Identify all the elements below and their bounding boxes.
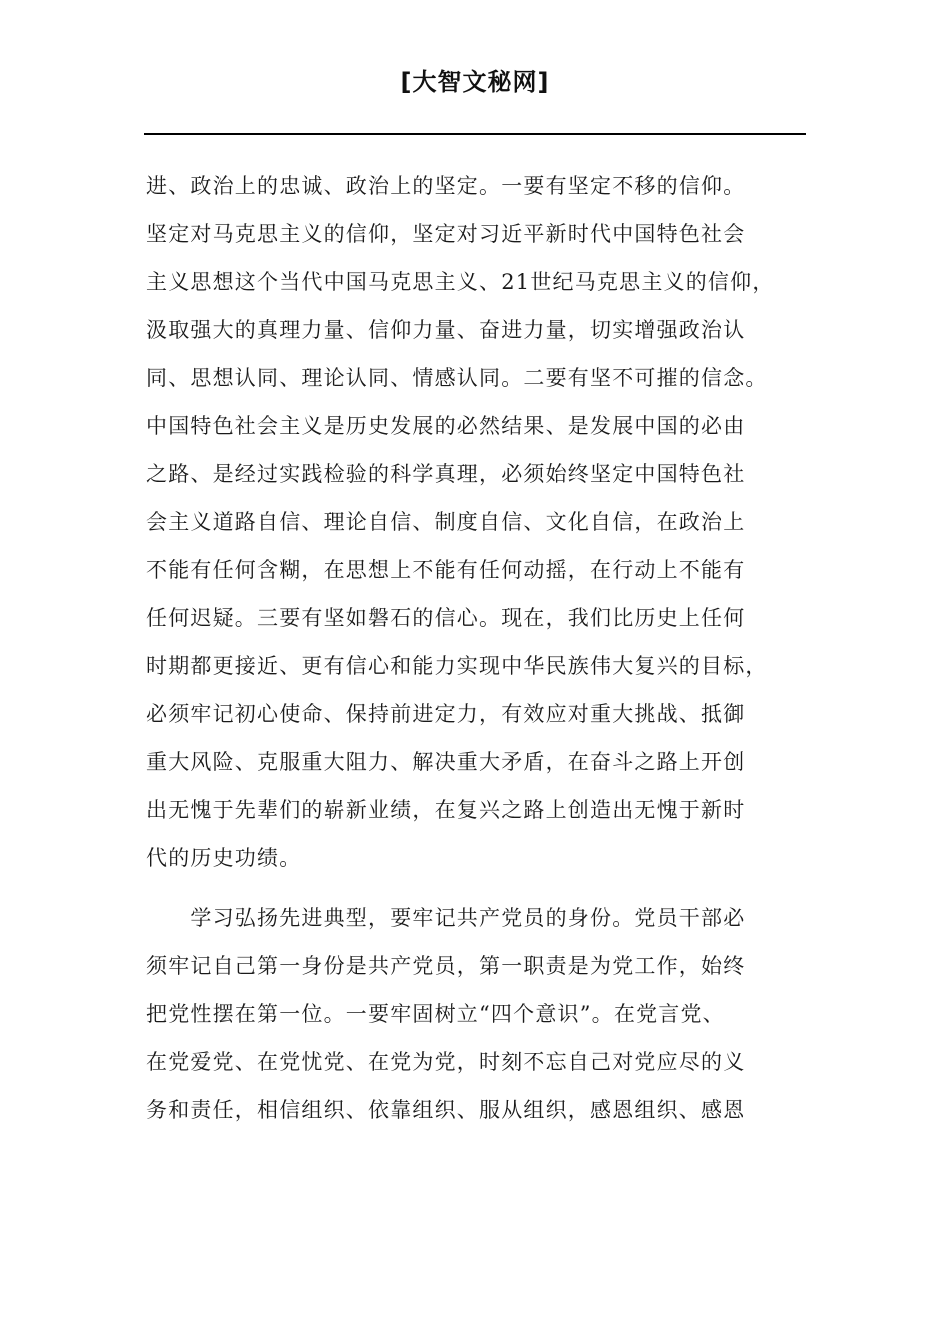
text-line: 主义思想这个当代中国马克思主义、21世纪马克思主义的信仰， <box>146 270 775 294</box>
text-line: 坚定对马克思主义的信仰，坚定对习近平新时代中国特色社会 <box>146 222 746 246</box>
text-line: 代的历史功绩。 <box>146 846 302 870</box>
text-line: 必须牢记初心使命、保持前进定力，有效应对重大挑战、抵御 <box>146 702 746 726</box>
text-line: 重大风险、克服重大阻力、解决重大矛盾，在奋斗之路上开创 <box>146 750 746 774</box>
text-line: 学习弘扬先进典型，要牢记共产党员的身份。党员干部必 <box>146 906 746 930</box>
text-line: 会主义道路自信、理论自信、制度自信、文化自信，在政治上 <box>146 510 746 534</box>
text-line: 出无愧于先辈们的崭新业绩，在复兴之路上创造出无愧于新时 <box>146 798 746 822</box>
text-line: 不能有任何含糊，在思想上不能有任何动摇，在行动上不能有 <box>146 558 746 582</box>
text-line: 时期都更接近、更有信心和能力实现中华民族伟大复兴的目标， <box>146 654 768 678</box>
header-divider <box>144 133 806 135</box>
text-line: 中国特色社会主义是历史发展的必然结果、是发展中国的必由 <box>146 414 746 438</box>
text-line: 在党爱党、在党忧党、在党为党，时刻不忘自己对党应尽的义 <box>146 1050 746 1074</box>
document-body <box>146 162 808 1134</box>
text-line: 汲取强大的真理力量、信仰力量、奋进力量，切实增强政治认 <box>146 318 746 342</box>
text-line: 须牢记自己第一身份是共产党员，第一职责是为党工作，始终 <box>146 954 746 978</box>
text-line: 之路、是经过实践检验的科学真理，必须始终坚定中国特色社 <box>146 462 746 486</box>
text-line: 务和责任，相信组织、依靠组织、服从组织，感恩组织、感恩 <box>146 1098 746 1122</box>
site-header-title: [大智文秘网] <box>400 68 550 96</box>
text-line: 把党性摆在第一位。一要牢固树立“四个意识”。在党言党、 <box>146 1002 725 1026</box>
text-line: 进、政治上的忠诚、政治上的坚定。一要有坚定不移的信仰。 <box>146 174 746 198</box>
paragraph-gap <box>146 882 808 894</box>
text-line: 任何迟疑。三要有坚如磐石的信心。现在，我们比历史上任何 <box>146 606 746 630</box>
text-line: 同、思想认同、理论认同、情感认同。二要有坚不可摧的信念。 <box>146 366 768 390</box>
